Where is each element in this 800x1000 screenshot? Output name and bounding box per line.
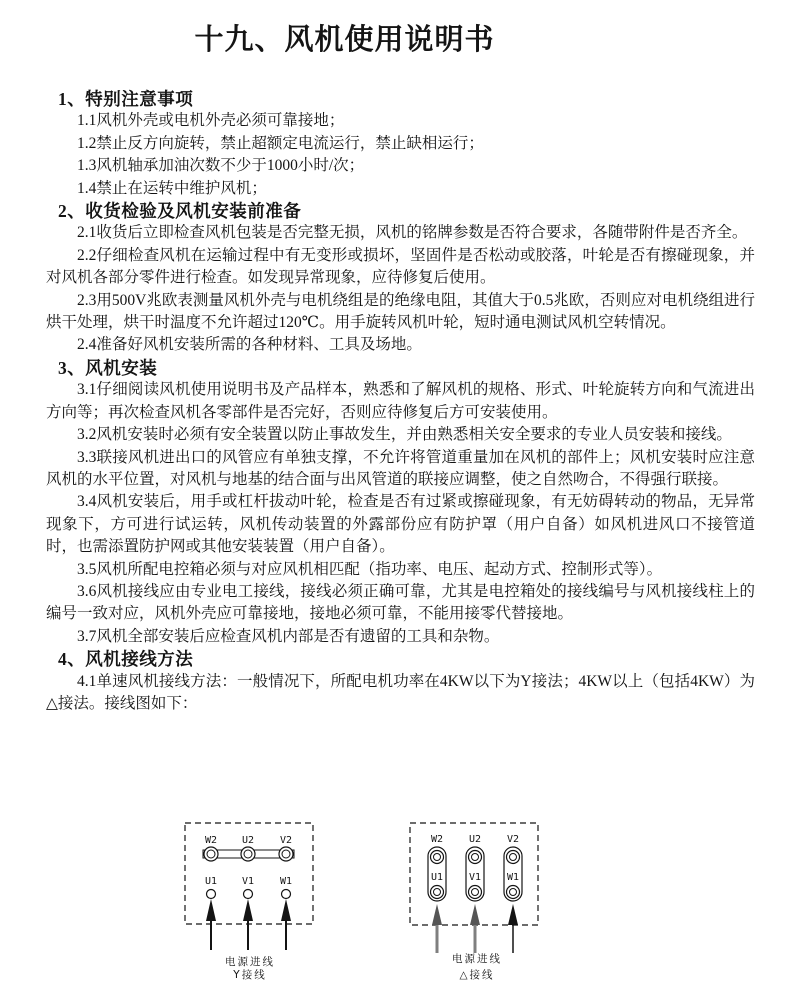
terminal-label-u1: U1 [204,876,218,887]
delta-caption-line1: 电源进线 [452,953,502,965]
terminal-label-u2: U2 [241,835,255,846]
para-4-1: 4.1单速风机接线方法：一般情况下，所配电机功率在4KW以下为Y接法；4KW以上（包括4KW）为△接法。接线图如下： [46,672,755,712]
section-2-heading: 2、收货检验及风机安装前准备 [58,201,302,222]
para-2-3: 2.3用500V兆欧表测量风机外壳与电机绕组是的绝缘电阻，其值大于0.5兆欧，否则应对电机绕组进行烘干处理，烘干时温度不允许超过120℃。用手旋转风机叶轮，短时通电测试风机空转情况。 [46,291,755,332]
y-caption-line2: Y接线 [233,969,267,981]
terminal-circle-inner [434,889,441,896]
terminal-circle-inner [510,889,517,896]
arrow-head [470,904,480,925]
terminal-circle [244,890,253,899]
para-3-1: 3.1仔细阅读风机使用说明书及产品样本，熟悉和了解风机的规格、形式、叶轮旋转方向和气流进出方向等；再次检查风机各零部件是否完好，否则应待修复后方可安装使用。 [46,381,755,421]
section-receiving-inspection [46,200,755,357]
terminal-circle-inner [434,854,441,861]
section-wiring-method [46,648,755,715]
para-3-7: 3.7风机全部安装后应检查风机内部是否有遗留的工具和杂物。 [77,627,500,645]
para-3-4: 3.4风机安装后，用手或杠杆拔动叶轮，检查是否有过紧或擦碰现象，有无妨碍转动的物品，无异常现象下，方可进行试运转，风机传动装置的外露部份应有防护罩（用户自备）如风机进风口不接管道时，也需添置防护网或其他安装装置（用户自备）。 [46,493,755,556]
para-2-1: 2.1收货后立即检查风机包装是否完整无损，风机的铭牌参数是否符合要求，各随带附件是否齐全。 [77,224,748,242]
y-connection-diagram [185,823,313,981]
terminal-label-v2: V2 [506,834,520,845]
para-3-3: 3.3联接风机进出口的风管应有单独支撑，不允许将管道重量加在风机的部件上；风机安装时应注意风机的水平位置，对风机与地基的结合面与出风管道的联接应调整，使之自然吻合，不得强行联接。 [46,448,755,488]
terminal-circle [207,890,216,899]
y-top-terminals [204,847,293,861]
terminal-circle-inner [244,850,252,858]
arrow-head [432,904,442,925]
terminal-label-w2: W2 [204,835,218,846]
para-2-2: 2.2仔细检查风机在运输过程中有无变形或损坏，坚固件是否松动或胶落，叶轮是否有擦碰现象，并对风机各部分零件进行检查。如发现异常现象，应待修复后使用。 [46,246,755,287]
terminal-label-w1: W1 [279,876,293,887]
para-1-3: 1.3风机轴承加油次数不少于1000小时/次； [77,157,365,175]
para-1-1: 1.1风机外壳或电机外壳必须可靠接地； [77,112,345,130]
arrow-head [281,899,291,921]
section-4-heading: 4、风机接线方法 [58,649,194,670]
para-1-2: 1.2禁止反方向旋转，禁止超额定电流运行，禁止缺相运行； [77,134,484,152]
delta-caption-line2: △接线 [459,969,495,981]
arrow-head [508,904,518,925]
terminal-label-w1: W1 [506,872,520,883]
delta-power-arrows [432,904,518,953]
terminal-label-v1: V1 [468,872,482,883]
terminal-label-w2: W2 [430,834,444,845]
para-3-6: 3.6风机接线应由专业电工接线，接线必须正确可靠，尤其是电控箱处的接线编号与风机接线柱上的编号一致对应，风机外壳应可靠接地，接地必须可靠，不能用接零代替接地。 [46,582,755,623]
y-caption-line1: 电源进线 [225,956,275,968]
para-1-4: 1.4禁止在运转中维护风机； [77,179,267,197]
para-3-5: 3.5风机所配电控箱必须与对应风机相匹配（指功率、电压、起动方式、控制形式等）。 [77,560,663,578]
wiring-diagrams [0,813,800,1000]
section-fan-installation [46,357,755,648]
terminal-label-v1: V1 [241,876,255,887]
terminal-circle-inner [472,889,479,896]
page-title: 十九、风机使用说明书 [194,24,495,56]
section-1-heading: 1、特别注意事项 [58,89,194,109]
wiring-diagram-svg [0,813,800,1000]
section-special-notes [46,88,755,200]
para-2-4: 2.4准备好风机安装所需的各种材料、工具及场地。 [77,336,422,354]
terminal-label-v2: V2 [279,835,293,846]
terminal-circle-inner [510,854,517,861]
arrow-head [206,899,216,921]
terminal-circle-inner [207,850,215,858]
y-bottom-terminals [207,890,291,899]
terminal-circle-inner [472,854,479,861]
arrow-head [243,899,253,921]
terminal-circle [282,890,291,899]
terminal-label-u1: U1 [430,872,444,883]
terminal-circle-inner [282,850,290,858]
terminal-label-u2: U2 [468,834,482,845]
section-3-heading: 3、风机安装 [58,357,158,378]
para-3-2: 3.2风机安装时必须有安全装置以防止事故发生，并由熟悉相关安全要求的专业人员安装和接线。 [77,426,732,444]
delta-connection-diagram [410,823,538,981]
